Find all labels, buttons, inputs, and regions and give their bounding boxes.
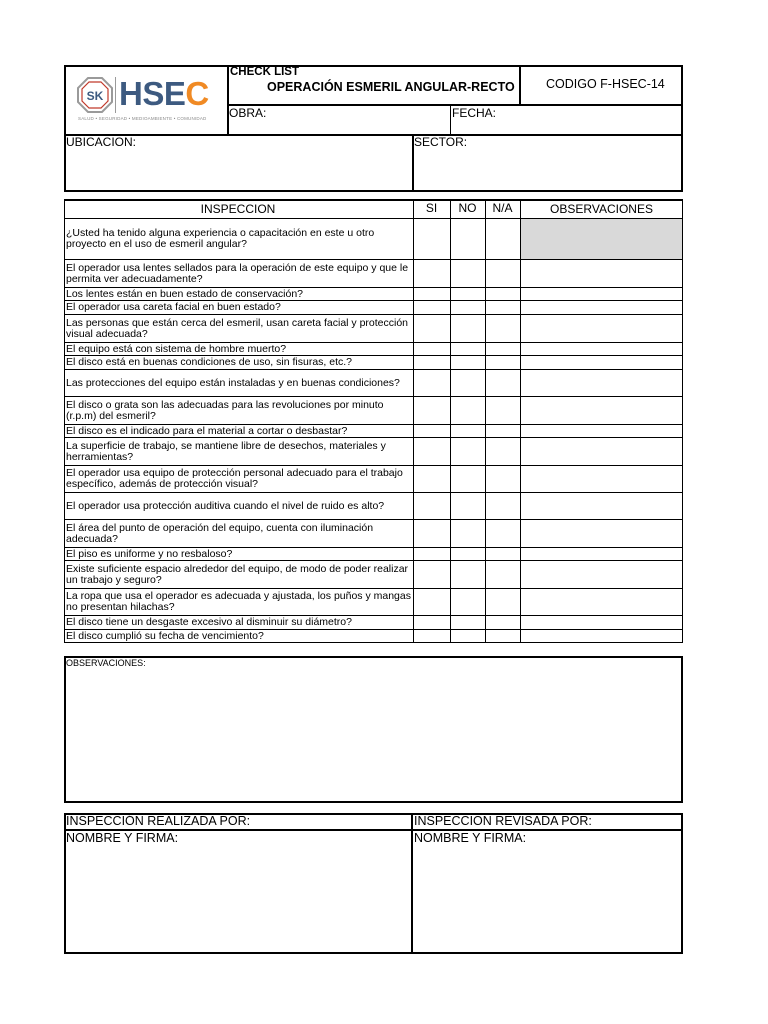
inspection-question-text: El disco cumplió su fecha de vencimiento? <box>66 630 264 642</box>
inspection-question <box>66 315 412 342</box>
si-cell[interactable] <box>414 315 449 342</box>
si-cell[interactable] <box>414 548 449 560</box>
no-cell[interactable] <box>451 425 485 437</box>
observation-cell[interactable] <box>521 301 682 314</box>
na-cell[interactable] <box>486 493 520 519</box>
observation-cell[interactable] <box>521 397 682 424</box>
sk-badge-icon <box>77 77 113 113</box>
inspection-question-text: El disco o grata son las adecuadas para las revoluciones por minuto (r.p.m) del esmeril? <box>66 398 384 422</box>
inspection-question <box>66 370 412 396</box>
inspection-question <box>66 466 412 492</box>
observation-cell[interactable] <box>521 288 682 300</box>
no-cell[interactable] <box>451 343 485 355</box>
si-cell[interactable] <box>414 219 449 259</box>
signatures-divider <box>411 813 413 954</box>
inspection-question <box>66 589 412 615</box>
observation-cell[interactable] <box>521 493 682 519</box>
observation-cell[interactable] <box>521 548 682 560</box>
inspection-question-text: El área del punto de operación del equipo, cuenta con iluminación adecuada? <box>66 521 374 545</box>
na-cell[interactable] <box>486 356 520 369</box>
observation-cell[interactable] <box>521 219 682 259</box>
form-title: OPERACIÓN ESMERIL ANGULAR-RECTO <box>267 80 515 94</box>
inspection-question <box>66 356 412 369</box>
logo-tagline: SALUD • SEGURIDAD • MEDIOAMBIENTE • COMUNIDAD <box>78 116 207 121</box>
na-cell[interactable] <box>486 301 520 314</box>
inspection-question-text: El operador usa careta facial en buen estado? <box>66 301 281 313</box>
revisada-label: INSPECCION REVISADA POR: <box>414 814 592 828</box>
obra-label: OBRA: <box>229 106 267 120</box>
inspection-question <box>66 288 412 300</box>
na-cell[interactable] <box>486 370 520 396</box>
no-cell[interactable] <box>451 260 485 287</box>
nombre-firma-left-label: NOMBRE Y FIRMA: <box>66 831 179 845</box>
inspection-question <box>66 301 412 314</box>
signature-field-left[interactable] <box>66 848 409 952</box>
observation-cell[interactable] <box>521 520 682 547</box>
na-cell[interactable] <box>486 548 520 560</box>
na-cell[interactable] <box>486 438 520 465</box>
checklist-label: CHECK LIST <box>230 66 299 78</box>
na-cell[interactable] <box>486 425 520 437</box>
realizada-label: INSPECCIÓN REALIZADA POR: <box>66 814 251 828</box>
inspection-question <box>66 219 412 259</box>
inspection-question-text: El operador usa protección auditiva cuando el nivel de ruido es alto? <box>66 499 385 512</box>
no-cell[interactable] <box>451 397 485 424</box>
no-cell[interactable] <box>451 493 485 519</box>
no-cell[interactable] <box>451 630 485 642</box>
na-cell[interactable] <box>486 630 520 642</box>
na-cell[interactable] <box>486 589 520 615</box>
observation-cell[interactable] <box>521 466 682 492</box>
inspection-question-text: Las personas que están cerca del esmeril, usan careta facial y protección visual adecuada? <box>66 316 409 340</box>
na-cell[interactable] <box>486 397 520 424</box>
logo-wordmark: HSEC <box>119 75 209 112</box>
observation-cell[interactable] <box>521 260 682 287</box>
inspection-question-text: La superficie de trabajo, se mantiene libre de desechos, materiales y herramientas? <box>66 439 386 463</box>
inspection-question <box>66 630 412 642</box>
observation-cell[interactable] <box>521 370 682 396</box>
na-cell[interactable] <box>486 616 520 629</box>
no-cell[interactable] <box>451 589 485 615</box>
si-cell[interactable] <box>414 466 449 492</box>
observation-cell[interactable] <box>521 425 682 437</box>
inspection-question-text: La ropa que usa el operador es adecuada y ajustada, los puños y mangas no presentan hilachas? <box>66 590 411 613</box>
inspection-question-text: El disco está en buenas condiciones de uso, sin fisuras, etc.? <box>66 356 353 368</box>
inspection-question <box>66 343 412 355</box>
si-cell[interactable] <box>414 425 449 437</box>
observation-cell[interactable] <box>521 343 682 355</box>
svg-text:SK: SK <box>86 89 104 103</box>
na-cell[interactable] <box>486 466 520 492</box>
no-cell[interactable] <box>451 301 485 314</box>
observations-label: OBSERVACIONES: <box>66 658 146 668</box>
si-cell[interactable] <box>414 616 449 629</box>
na-cell[interactable] <box>486 520 520 547</box>
inspection-question <box>66 438 412 465</box>
si-cell[interactable] <box>414 301 449 314</box>
no-cell[interactable] <box>451 315 485 342</box>
na-cell[interactable] <box>486 343 520 355</box>
inspection-question-text: Las protecciones del equipo están instaladas y en buenas condiciones? <box>66 376 400 389</box>
sector-field[interactable] <box>414 150 681 190</box>
no-cell[interactable] <box>451 370 485 396</box>
si-cell[interactable] <box>414 438 449 465</box>
no-cell[interactable] <box>451 288 485 300</box>
si-cell[interactable] <box>414 356 449 369</box>
header-divider-code <box>519 65 521 105</box>
logo-separator <box>115 77 116 113</box>
inspection-question-text: El operador usa equipo de protección personal adecuado para el trabajo específico, además de protección visual? <box>66 467 403 490</box>
form-code: CODIGO F-HSEC-14 <box>546 77 665 91</box>
inspection-question <box>66 520 412 547</box>
inspection-question <box>66 548 412 560</box>
header-inspeccion: INSPECCION <box>200 202 276 216</box>
sector-label: SECTOR: <box>414 135 468 149</box>
header-si: SI <box>425 201 438 215</box>
no-cell[interactable] <box>451 356 485 369</box>
inspection-question-text: ¿Usted ha tenido alguna experiencia o capacitación en este u otro proyecto en el uso de esmeril angular? <box>66 227 375 250</box>
observation-cell[interactable] <box>521 561 682 588</box>
na-cell[interactable] <box>486 561 520 588</box>
fecha-field[interactable] <box>496 106 681 133</box>
inspection-question-text: El disco tiene un desgaste excesivo al disminuir su diámetro? <box>66 616 352 628</box>
no-cell[interactable] <box>451 520 485 547</box>
inspection-question-text: Los lentes están en buen estado de conservación? <box>66 288 304 300</box>
inspection-question <box>66 493 412 519</box>
inspection-question-text: El equipo está con sistema de hombre muerto? <box>66 343 287 355</box>
observation-cell[interactable] <box>521 315 682 342</box>
fecha-label: FECHA: <box>452 106 497 120</box>
si-cell[interactable] <box>414 288 449 300</box>
inspection-question <box>66 397 412 424</box>
observation-cell[interactable] <box>521 616 682 629</box>
si-cell[interactable] <box>414 397 449 424</box>
inspection-question-text: El piso es uniforme y no resbaloso? <box>66 548 233 560</box>
inspection-question <box>66 561 412 588</box>
ubicacion-label: UBICACION: <box>66 135 137 149</box>
inspection-question <box>66 425 412 437</box>
si-cell[interactable] <box>414 520 449 547</box>
obra-field[interactable] <box>268 106 448 133</box>
na-cell[interactable] <box>486 219 520 259</box>
si-cell[interactable] <box>414 260 449 287</box>
observation-cell[interactable] <box>521 438 682 465</box>
table-header-top <box>64 199 683 201</box>
si-cell[interactable] <box>414 493 449 519</box>
ubicacion-field[interactable] <box>66 150 410 190</box>
no-cell[interactable] <box>451 438 485 465</box>
observations-field[interactable] <box>66 670 681 800</box>
header-divider-obra <box>450 105 451 135</box>
header-no: NO <box>458 201 477 215</box>
header-observaciones: OBSERVACIONES <box>550 202 653 216</box>
na-cell[interactable] <box>486 315 520 342</box>
na-cell[interactable] <box>486 260 520 287</box>
si-cell[interactable] <box>414 561 449 588</box>
si-cell[interactable] <box>414 370 449 396</box>
na-cell[interactable] <box>486 288 520 300</box>
no-cell[interactable] <box>451 548 485 560</box>
company-logo <box>74 72 222 128</box>
observation-cell[interactable] <box>521 356 682 369</box>
si-cell[interactable] <box>414 589 449 615</box>
observation-cell[interactable] <box>521 589 682 615</box>
si-cell[interactable] <box>414 343 449 355</box>
inspection-question <box>66 616 412 629</box>
no-cell[interactable] <box>451 219 485 259</box>
inspection-question <box>66 260 412 287</box>
no-cell[interactable] <box>451 466 485 492</box>
header-na: N/A <box>492 201 513 215</box>
no-cell[interactable] <box>451 616 485 629</box>
nombre-firma-right-label: NOMBRE Y FIRMA: <box>414 831 527 845</box>
observation-cell[interactable] <box>521 630 682 642</box>
inspection-question-text: El disco es el indicado para el material a cortar o desbastar? <box>66 425 348 437</box>
no-cell[interactable] <box>451 561 485 588</box>
si-cell[interactable] <box>414 630 449 642</box>
inspection-question-text: Existe suficiente espacio alrededor del equipo, de modo de poder realizar un trabajo y seguro? <box>66 562 409 586</box>
header-divider-location <box>64 134 683 136</box>
inspection-question-text: El operador usa lentes sellados para la operación de este equipo y que le permita ver adecuadamente? <box>66 261 409 285</box>
signature-field-right[interactable] <box>414 848 681 952</box>
header-divider-logo <box>227 65 229 135</box>
